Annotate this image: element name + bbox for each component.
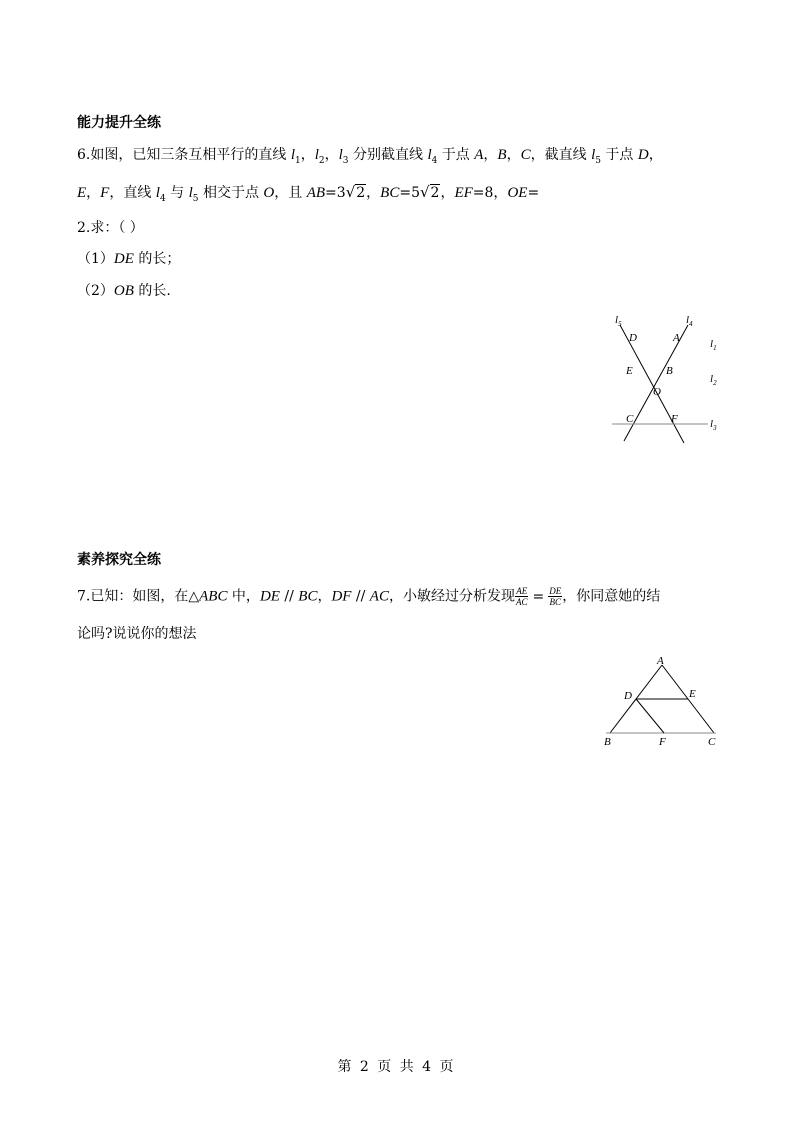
question-7-line-2: 论吗?说说你的想法: [77, 626, 197, 642]
question-6-line-1: 6.如图，已知三条互相平行的直线 $l_1$，$l_2$，$l_3$ 分别截直线 $l_4$ 于点 A，B，C，截直线 $l_5$ 于点 D，: [77, 147, 663, 166]
page-footer: 第 2 页 共 4 页: [337, 1059, 456, 1075]
sqrt-2-a: √2: [345, 183, 366, 201]
section-title-ability: 能力提升全练: [77, 115, 161, 131]
label-point-A: A: [673, 332, 680, 344]
label-l1: $l_1$: [710, 338, 717, 352]
label-l4: $l_4$: [686, 314, 693, 328]
question-6-line-3: 2.求：（ ）: [77, 220, 144, 236]
figure-triangle: [598, 652, 728, 752]
segment-DF: [636, 699, 664, 733]
label-point-A: A: [657, 655, 664, 667]
label-point-C: C: [708, 736, 716, 748]
label-point-O: O: [653, 386, 661, 398]
label-point-F: F: [659, 736, 666, 748]
label-point-C: C: [626, 413, 634, 425]
question-6-line-2: E，F，直线 $l_4$ 与 $l_5$ 相交于点 O，且 AB=3√2，BC=5√2，EF=8，OE=: [77, 183, 540, 204]
question-6-part-2: （2）OB 的长.: [77, 283, 171, 299]
figure-parallel-lines: [600, 305, 730, 450]
label-point-B: B: [604, 736, 611, 748]
fraction-ae-ac: $\frac{AE}{AC}$: [515, 586, 528, 607]
label-l5: $l_5$: [615, 314, 622, 328]
label-point-D: D: [629, 332, 637, 344]
label-point-B: B: [666, 365, 673, 377]
question-7-line-1: 7.已知：如图，在△ABC 中，DE // BC，DF // AC，小敏经过分析发现 $\frac{AE}{AC}$ = $\frac{DE}{BC}$ ，你同意她的结: [77, 586, 661, 607]
label-point-E: E: [626, 365, 633, 377]
label-point-E: E: [689, 688, 696, 700]
label-l2: $l_2$: [710, 373, 717, 387]
question-6-part-1: （1）DE 的长；: [77, 251, 181, 267]
fraction-de-bc: $\frac{DE}{BC}$: [549, 586, 562, 607]
label-point-D: D: [624, 690, 632, 702]
label-l3: $l_3$: [710, 418, 717, 432]
section-title-literacy: 素养探究全练: [77, 552, 161, 568]
label-point-F: F: [671, 413, 678, 425]
sqrt-2-b: √2: [419, 183, 440, 201]
